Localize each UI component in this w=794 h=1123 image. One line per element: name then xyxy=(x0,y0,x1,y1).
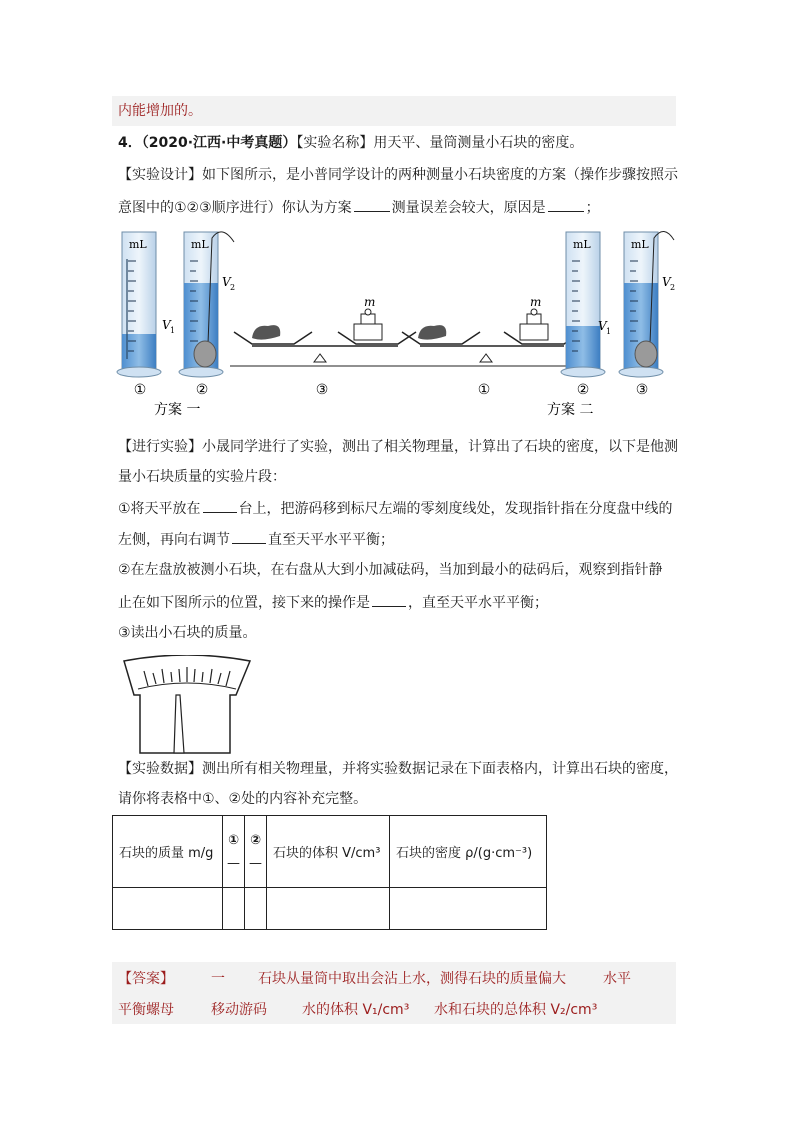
balance-plan1 xyxy=(230,295,422,398)
design-text-2c: ； xyxy=(585,200,600,216)
balance-plan2 xyxy=(402,295,582,398)
step3-line xyxy=(118,623,257,643)
experiment-name-tag: 【实验名称】 xyxy=(296,135,374,151)
ml-label: mL xyxy=(191,238,209,251)
mass-label: m xyxy=(530,295,542,309)
step1-text-b: 台上，把游码移到标尺左端的零刻度线处，发现指针指在分度盘中线的 xyxy=(238,501,673,517)
table-cell[interactable] xyxy=(390,888,547,930)
table-cell[interactable] xyxy=(245,888,267,930)
ml-label: mL xyxy=(573,238,591,251)
ml-label: mL xyxy=(631,238,649,251)
step-label: ② xyxy=(195,382,209,398)
step3-text: ③读出小石块的质量。 xyxy=(118,625,257,641)
table-header-cell: 石块的体积 V/cm³ xyxy=(267,816,390,888)
step1-line-2 xyxy=(118,529,394,550)
design-tag: 【实验设计】 xyxy=(118,167,202,183)
step1-text-c: 左侧，再向右调节 xyxy=(118,532,230,548)
table-header-cell: ① — xyxy=(223,816,245,888)
data-line-2 xyxy=(118,789,367,809)
step2-text-b: 止在如下图所示的位置，接下来的操作是 xyxy=(118,595,370,611)
experiment-line-1 xyxy=(118,437,678,457)
design-text-2a: 意图中的①②③顺序进行）你认为方案 xyxy=(118,200,352,216)
table-header-cell: ② — xyxy=(245,816,267,888)
v2-label: V xyxy=(222,275,231,289)
step-label: ③ xyxy=(315,382,329,398)
design-text-2b: 测量误差会较大，原因是 xyxy=(391,200,546,216)
step1-text-a: ①将天平放在 xyxy=(118,501,201,517)
plan1-label: 方案 一 xyxy=(154,402,201,418)
table-row xyxy=(113,888,547,930)
answer-tag: 【答案】 xyxy=(118,971,174,987)
cylinder-plan2-step2 xyxy=(561,232,611,398)
balance-dial-figure xyxy=(118,655,256,755)
question-title xyxy=(118,133,583,153)
table-cell[interactable] xyxy=(223,888,245,930)
step2-text-c: ，直至天平水平平衡； xyxy=(408,595,548,611)
step-label: ③ xyxy=(635,382,649,398)
design-line-2 xyxy=(118,197,600,218)
answer-1: 一 xyxy=(211,971,225,987)
data-tag: 【实验数据】 xyxy=(118,761,202,777)
answer-blank xyxy=(232,529,266,544)
question-source: （2020·江西·中考真题） xyxy=(141,135,297,151)
step2-line-1 xyxy=(118,560,663,580)
experiment-figure xyxy=(112,226,682,418)
v1-subscript: 1 xyxy=(170,326,176,335)
answer-blank xyxy=(372,592,406,607)
plan2-label: 方案 二 xyxy=(547,402,594,418)
answer-blank xyxy=(548,197,584,212)
design-text-1: 如下图所示，是小普同学设计的两种测量小石块密度的方案（操作步骤按照示 xyxy=(202,167,678,183)
step-label: ② xyxy=(576,382,590,398)
data-table xyxy=(112,815,547,930)
step2-text-a: ②在左盘放被测小石块，在右盘从大到小加减砝码，当加到最小的砝码后，观察到指针静 xyxy=(118,562,663,578)
v1-subscript: 1 xyxy=(606,327,612,336)
answer-blank xyxy=(354,197,390,212)
answer-4: 平衡螺母 xyxy=(118,1002,174,1018)
experiment-tag: 【进行实验】 xyxy=(118,439,202,455)
experiment-text-2: 量小石块质量的实验片段： xyxy=(118,469,286,485)
cylinder-plan2-step3 xyxy=(619,231,675,398)
previous-answer-tail: 内能增加的。 xyxy=(118,103,202,119)
table-cell[interactable] xyxy=(267,888,390,930)
v1-label: V xyxy=(162,318,171,332)
step1-line-1 xyxy=(118,498,673,519)
table-header-row xyxy=(113,816,547,888)
cylinder-plan1-step2 xyxy=(179,232,235,398)
answer-6: 水的体积 V₁/cm³ xyxy=(302,1002,410,1018)
cylinder-plan1-step1 xyxy=(117,232,175,398)
answer-7: 水和石块的总体积 V₂/cm³ xyxy=(434,1002,598,1018)
mass-label: m xyxy=(364,295,376,309)
step2-line-2 xyxy=(118,592,548,613)
experiment-text-1: 小晟同学进行了实验，测出了相关物理量，计算出了石块的密度，以下是他测 xyxy=(202,439,678,455)
v2-label: V xyxy=(662,275,671,289)
data-text-2: 请你将表格中①、②处的内容补充完整。 xyxy=(118,791,368,807)
step1-text-d: 直至天平水平平衡； xyxy=(268,532,394,548)
answer-2: 石块从量筒中取出会沾上水，测得石块的质量偏大 xyxy=(258,971,566,987)
design-line-1 xyxy=(118,165,678,185)
table-header-cell: 石块的质量 m/g xyxy=(113,816,223,888)
answer-5: 移动游码 xyxy=(211,1002,267,1018)
table-cell[interactable] xyxy=(113,888,223,930)
answer-3: 水平 xyxy=(603,971,631,987)
step-label: ① xyxy=(477,382,491,398)
data-text-1: 测出所有相关物理量，并将实验数据记录在下面表格内，计算出石块的密度， xyxy=(202,761,678,777)
question-number: 4． xyxy=(118,135,142,151)
data-line-1 xyxy=(118,759,678,779)
ml-label: mL xyxy=(129,238,147,251)
table-header-cell: 石块的密度 ρ/(g·cm⁻³) xyxy=(390,816,547,888)
answer-blank xyxy=(203,498,237,513)
v2-subscript: 2 xyxy=(230,283,236,292)
experiment-name: 用天平、量筒测量小石块的密度。 xyxy=(373,135,584,151)
v2-subscript: 2 xyxy=(670,283,676,292)
experiment-line-2 xyxy=(118,467,286,487)
v1-label: V xyxy=(598,319,607,333)
step-label: ① xyxy=(133,382,147,398)
